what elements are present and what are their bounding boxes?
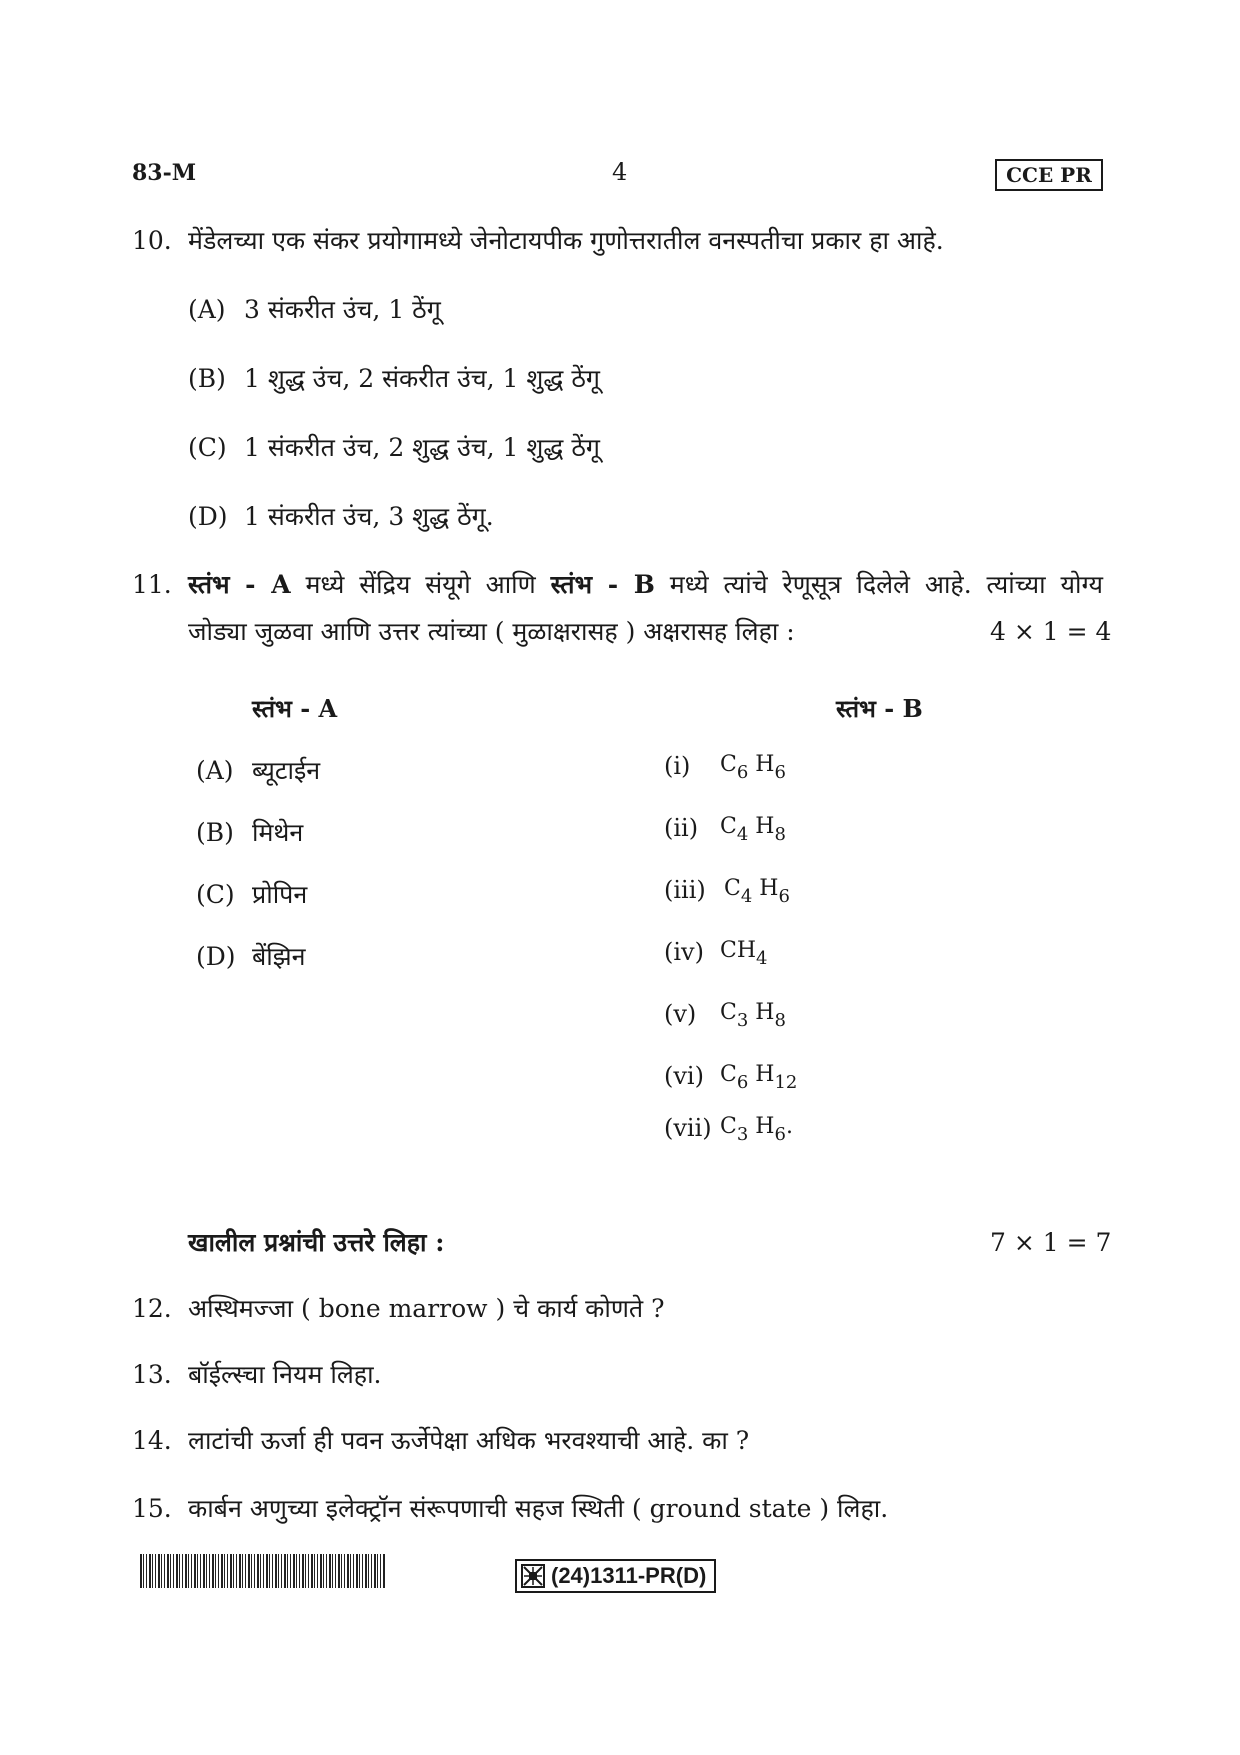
footer-paper-code-box — [515, 1559, 716, 1593]
column-a-item: (D) बेंझिन — [196, 942, 306, 971]
option-text: 3 संकरीत उंच, 1 ठेंगू — [244, 295, 441, 324]
option-label: (C) — [188, 433, 227, 462]
column-b-formula: $C_3$ $H_6$. — [720, 1114, 793, 1145]
option-label: (B) — [188, 364, 226, 393]
column-a-ref: स्तंभ - A — [188, 570, 291, 599]
question-text: लाटांची ऊर्जा ही पवन ऊर्जेपेक्षा अधिक भरवश्याची आहे. का ? — [188, 1426, 750, 1455]
question-11-line-2: जोड्या जुळवा आणि उत्तर त्यांच्या ( मुळाक्षरासह ) अक्षरासह लिहा : — [188, 617, 795, 646]
question-11-marks: 4 × 1 = 4 — [990, 617, 1112, 646]
option-label: (D) — [188, 502, 228, 531]
printer-mark-icon — [521, 1564, 545, 1588]
column-b-label: (v) — [664, 1000, 697, 1028]
column-a-title: स्तंभ - A — [252, 694, 338, 723]
column-a-item: (C) प्रोपिन — [196, 880, 308, 909]
column-b-formula: $C_6$ $H_{12}$ — [720, 1062, 798, 1093]
question-number: 12. — [132, 1294, 172, 1323]
q10-option-d — [188, 502, 494, 532]
column-b-formula: $C_4$ $H_8$ — [720, 814, 786, 845]
question-number: 14. — [132, 1426, 172, 1455]
column-b-label: (ii) — [664, 814, 699, 842]
option-label: (A) — [188, 295, 226, 324]
option-text: 1 शुद्ध उंच, 2 संकरीत उंच, 1 शुद्ध ठेंगू — [244, 364, 600, 393]
option-text: 1 संकरीत उंच, 2 शुद्ध उंच, 1 शुद्ध ठेंगू — [244, 433, 600, 462]
footer-paper-code: (24)1311-PR(D) — [551, 1563, 707, 1588]
page-number: 4 — [612, 158, 628, 186]
column-b-formula: $C_4$ $H_6$ — [724, 876, 790, 907]
barcode — [140, 1554, 385, 1588]
paper-code: 83-M — [132, 160, 197, 186]
question-number: 15. — [132, 1494, 172, 1523]
column-b-label: (iv) — [664, 938, 704, 966]
column-b-formula: $C_3$ $H_8$ — [720, 1000, 786, 1031]
section-marks: 7 × 1 = 7 — [990, 1228, 1112, 1257]
question-text: अस्थिमज्जा ( bone marrow ) चे कार्य कोणते ? — [188, 1294, 665, 1323]
column-b-label: (vi) — [664, 1062, 704, 1090]
q10-option-c — [188, 433, 600, 463]
column-b-label: (vii) — [664, 1114, 712, 1142]
q10-option-a — [188, 295, 441, 325]
question-10-number: 10. — [132, 226, 172, 255]
question-text: बॉईल्स्चा नियम लिहा. — [188, 1360, 382, 1389]
column-b-label: (i) — [664, 752, 691, 780]
column-b-ref: स्तंभ - B — [550, 570, 655, 599]
column-b-label: (iii) — [664, 876, 706, 904]
column-b-formula: $C_6$ $H_6$ — [720, 752, 786, 783]
section-heading: खालील प्रश्नांची उत्तरे लिहा : — [188, 1228, 445, 1257]
option-text: 1 संकरीत उंच, 3 शुद्ध ठेंगू. — [244, 502, 494, 531]
question-10-text: मेंडेलच्या एक संकर प्रयोगामध्ये जेनोटायपीक गुणोत्तरातील वनस्पतीचा प्रकार हा आहे. — [188, 226, 944, 255]
exam-type-box: CCE PR — [995, 159, 1103, 191]
column-a-item: (B) मिथेन — [196, 818, 304, 847]
question-11-number: 11. — [132, 570, 172, 599]
question-text: कार्बन अणुच्या इलेक्ट्रॉन संरूपणाची सहज स्थिती ( ground state ) लिहा. — [188, 1494, 889, 1523]
column-b-formula: $CH_4$ — [720, 938, 768, 969]
question-11-line-1: स्तंभ - A मध्ये सेंद्रिय संयूगे आणि स्तंभ - B मध्ये त्यांचे रेणूसूत्र दिलेले आहे. त्यांच्या योग्य — [188, 570, 1103, 599]
column-a-item: (A) ब्यूटाईन — [196, 756, 321, 785]
q10-option-b — [188, 364, 600, 394]
question-number: 13. — [132, 1360, 172, 1389]
column-b-title: स्तंभ - B — [836, 694, 923, 723]
